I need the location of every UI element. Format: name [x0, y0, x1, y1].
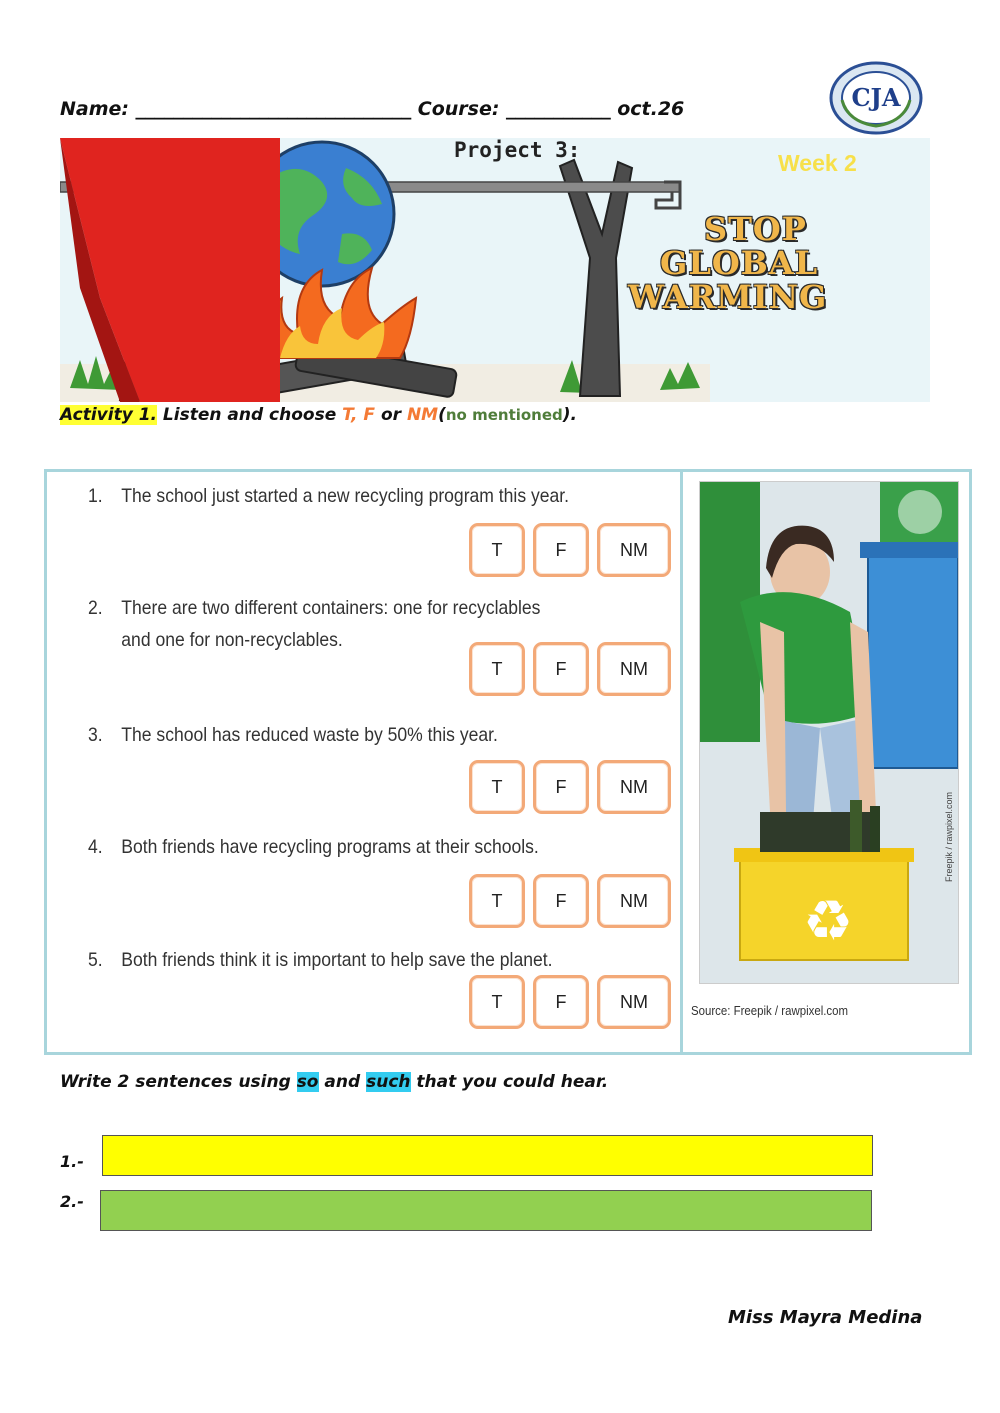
red-title-panel [60, 138, 280, 402]
nm-text: NM [406, 405, 439, 425]
option-true-button[interactable]: T [469, 874, 525, 928]
activity-label: Activity 1. [60, 405, 157, 425]
word-so: so [296, 1072, 319, 1092]
answer-2-number: 2.- [60, 1192, 84, 1211]
word-such: such [366, 1072, 411, 1092]
question-text-line-2: and one for non-recyclables. [121, 629, 343, 651]
option-not-mentioned-button[interactable]: NM [597, 874, 671, 928]
photo-watermark: Freepik / rawpixel.com [944, 791, 954, 882]
question-number: 4. [88, 836, 103, 858]
banner-title-line-3: WARMING [628, 278, 828, 316]
and-text: and [324, 1072, 361, 1092]
name-blank[interactable]: _____________________________ [135, 98, 412, 120]
banner-title-line-1: STOP [704, 210, 807, 248]
answer-options-5 [469, 975, 671, 1029]
option-true-button[interactable]: T [469, 975, 525, 1029]
banner-title-line-2: GLOBAL [660, 244, 819, 282]
answer-options-2 [469, 642, 671, 696]
teacher-signature: Miss Mayra Medina [728, 1307, 923, 1328]
activity-box-divider [680, 469, 683, 1055]
option-not-mentioned-button[interactable]: NM [597, 642, 671, 696]
activity-instruction [60, 405, 577, 425]
recycle-icon: ♻ [802, 889, 854, 954]
option-true-button[interactable]: T [469, 760, 525, 814]
question-text: Both friends think it is important to help save the planet. [121, 949, 553, 971]
open-paren: ( [438, 405, 446, 425]
course-blank[interactable]: ___________ [506, 98, 611, 120]
project-banner [60, 138, 930, 402]
question-text-line-1: There are two different containers: one for recyclables [121, 597, 541, 619]
option-true-button[interactable]: T [469, 523, 525, 577]
question-number: 1. [88, 485, 103, 507]
option-not-mentioned-button[interactable]: NM [597, 523, 671, 577]
answer-1-number: 1.- [60, 1152, 84, 1171]
instruction-prefix: Listen and choose [162, 405, 337, 425]
writing-suffix: that you could hear. [416, 1072, 609, 1092]
option-false-button[interactable]: F [533, 874, 589, 928]
question-number: 5. [88, 949, 103, 971]
or-text: or [380, 405, 402, 425]
nm-explanation: no mentioned [445, 406, 563, 424]
option-false-button[interactable]: F [533, 760, 589, 814]
option-not-mentioned-button[interactable]: NM [597, 760, 671, 814]
project-label: Project 3: [454, 138, 581, 162]
writing-instruction [60, 1072, 608, 1092]
close-paren: ). [562, 405, 578, 425]
option-false-button[interactable]: F [533, 642, 589, 696]
question-number: 3. [88, 724, 103, 746]
answer-2-field[interactable] [100, 1190, 872, 1231]
options-text: T, F [342, 405, 376, 425]
week-label: Week 2 [778, 150, 857, 176]
question-number: 2. [88, 597, 103, 619]
question-text: Both friends have recycling programs at their schools. [121, 836, 539, 858]
header-line [60, 98, 684, 120]
option-false-button[interactable]: F [533, 975, 589, 1029]
photo-source-caption: Source: Freepik / rawpixel.com [691, 1003, 849, 1018]
option-false-button[interactable]: F [533, 523, 589, 577]
answer-options-1 [469, 523, 671, 577]
answer-options-4 [469, 874, 671, 928]
recycling-photo [699, 481, 959, 984]
question-text: The school just started a new recycling program this year. [121, 485, 570, 507]
course-label: Course: [417, 98, 500, 120]
school-crest-icon [828, 60, 924, 136]
date-label: oct.26 [617, 98, 685, 120]
answer-1-field[interactable] [102, 1135, 873, 1176]
option-true-button[interactable]: T [469, 642, 525, 696]
question-text: The school has reduced waste by 50% this year. [121, 724, 498, 746]
name-label: Name: [60, 98, 130, 120]
writing-prefix: Write 2 sentences using [60, 1072, 291, 1092]
answer-options-3 [469, 760, 671, 814]
option-not-mentioned-button[interactable]: NM [597, 975, 671, 1029]
logo-text: CJA [851, 83, 901, 112]
